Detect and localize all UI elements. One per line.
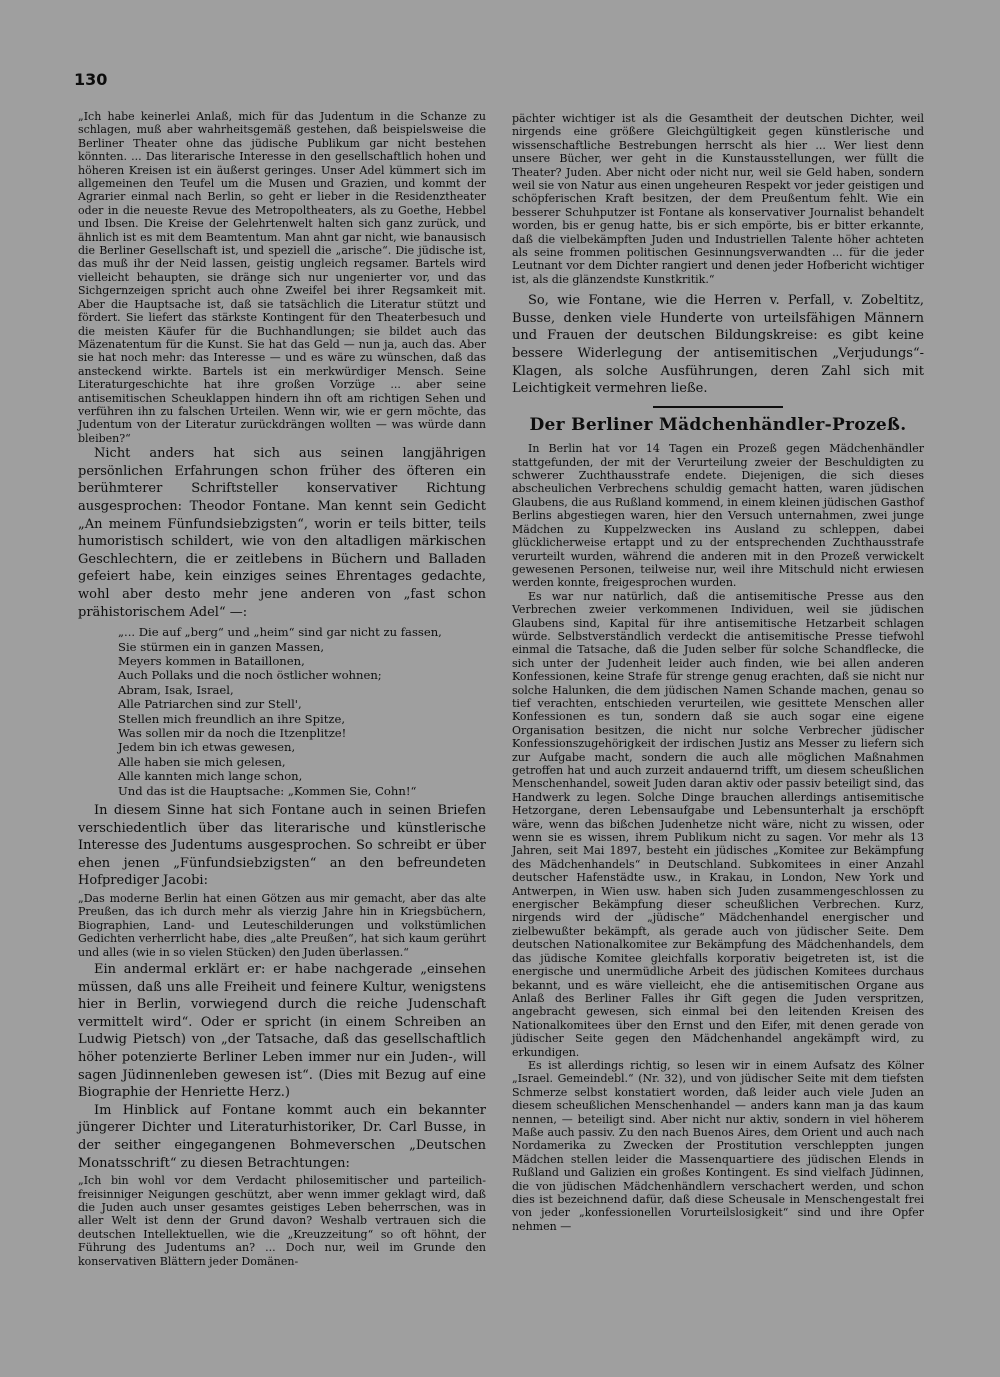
body-paragraph: So, wie Fontane, wie die Herren v. Perfall, v. Zobeltitz, Busse, denken viele Hunderte von urteilsfähigen Männern und Frauen der deutschen Bildungskreise: es gibt keine bessere Widerlegung der antisemitischen „Verjudungs“-Klagen, als solche Ausführungen, deren Zahl sich mit Leichtigkeit vermehren ließe. (512, 293, 924, 397)
body-paragraph: Im Hinblick auf Fontane kommt auch ein bekannter jüngerer Dichter und Literaturhistoriker, Dr. Carl Busse, in der seither eingegangenen Bohmeverschen „Deutschen Monatsschrift“ zu diesen Betrachtungen: (78, 1102, 486, 1171)
quote-paragraph: „Ich habe keinerlei Anlaß, mich für das Judentum in die Schanze zu schlagen, muß aber wahrheitsgemäß gestehen, daß beispielsweise die Berliner Theater ohne das jüdische Publikum gar nicht bestehen könnten. ... Das literarische Interesse in den gesellschaftlich hohen und höheren Kreisen ist ein äußerst geringes. Unser Adel kümmert sich im allgemeinen den Teufel um die Musen und Grazien, und kommt der Agrarier einmal nach Berlin, so geht er lieber in die Residenztheater oder in die neueste Revue des Metropoltheaters, als zu Goethe, Hebbel und Ibsen. Die Kreise der Gelehrtenwelt halten sich ganz zurück, und ähnlich ist es mit dem Beamtentum. Man ahnt gar nicht, wie banausisch die Berliner Gesellschaft ist, und speziell die „arische“. Die jüdische ist, das muß ihr der Neid lassen, geistig ungleich regsamer. Bartels wird vielleicht behaupten, sie dränge sich nur ungenierter vor, und das Sichgernzeigen spricht auch ohne Zweifel bei ihrer Regsamkeit mit. Aber die Hauptsache ist, daß sie tatsächlich die Literatur stützt und fördert. Sie liefert das stärkste Kontingent für den Theaterbesuch und die meisten Käufer für die Buchhandlungen; sie bildet auch das Mäzenatentum für die Kunst. Sie hat das Geld — nun ja, auch das. Aber sie hat noch mehr: das Interesse — und es wäre zu wünschen, daß das ansteckend wirkte. Bartels ist ein merkwürdiger Mensch. Seine Literaturgeschichte hat ihre großen Vorzüge ... aber seine antisemitischen Scheuklappen hindern ihn oft am richtigen Sehen und verführen ihn zu falschen Urteilen. Wenn wir, wie er gern möchte, das Judentum von der Literatur zurückdrängen wollten — was würde dann bleiben?“ (78, 110, 486, 445)
poem-line: Abram, Isak, Israel, (118, 682, 234, 697)
body-paragraph: In diesem Sinne hat sich Fontane auch in seinen Briefen verschiedentlich über das literarische und künstlerische Interesse des Judentums ausgesprochen. So schreibt er über ehen jenen „Fünfundsiebzigsten“ an den befreundeten Hofprediger Jacobi: (78, 802, 486, 889)
poem-line: Meyers kommen in Bataillonen, (118, 653, 305, 668)
article-paragraph: In Berlin hat vor 14 Tagen ein Prozeß gegen Mädchenhändler stattgefunden, der mit der Verurteilung zweier der Beschuldigten zu schwerer Zuchthausstrafe endete. Diejenigen, die sich dieses abscheulichen Verbrechens schuldig gemacht hatten, waren jüdischen Glaubens, die aus Rußland kommend, in einem kleinen jüdischen Gasthof Berlins abgestiegen waren, hier den Versuch unternahmen, zwei junge Mädchen zu Kuppelzwecken ins Ausland zu schleppen, dabei glücklicherweise ertappt und zu der entsprechenden Zuchthausstrafe verurteilt wurden, während die anderen mit in den Prozeß verwickelt gewesenen Personen, teilweise nur, weil ihre Mitschuld nicht erwiesen werden konnte, freigesprochen wurden. (512, 442, 924, 590)
poem-line: Und das ist die Hauptsache: „Kommen Sie, Cohn!“ (118, 783, 417, 798)
quote-block: „Das moderne Berlin hat einen Götzen aus mir gemacht, aber das alte Preußen, das ich durch mehr als vierzig Jahre hin in Kriegsbüchern, Biographien, Land- und Leuteschilderungen und volkstümlichen Gedichten verherrlicht habe, dies „alte Preußen“, hat sich kaum gerührt und alles (wie in so vielen Stücken) den Juden überlassen.“ (78, 891, 486, 959)
poem-line: Sie stürmen ein in ganzen Massen, (118, 639, 325, 654)
poem-line: Stellen mich freundlich an ihre Spitze, (118, 711, 346, 726)
poem-line: Auch Pollaks und die noch östlicher wohnen; (118, 668, 382, 683)
article-paragraph: Es war nur natürlich, daß die antisemitische Presse aus den Verbrechen zweier verkommenen Individuen, weil sie jüdischen Glaubens sind, Kapital für ihre antisemitische Hetzarbeit schlagen würde. Selbstverständlich verdeckt die antisemitische Presse tiefwohl einmal die Tatsache, daß die Juden selber für solche Schandflecke, die sich unter der Judenheit leider auch finden, wie bei allen anderen Konfessionen, keine Strafe für strenge genug erachten, daß sie nicht nur solche Halunken, die dem jüdischen Namen Schande machen, genau so tief verachten, entschieden verurteilen, wie gesittete Menschen aller Konfessionen es tun, sondern daß sie auch sogar eine eigene Organisation besitzen, die nicht nur solche Verbrecher jüdischer Konfessionszugehörigkeit der irdischen Justiz ans Messer zu liefern sich zur Aufgabe macht, sondern die auch alle möglichen Maßnahmen getroffen hat und auch zurzeit andauernd trifft, um diesem scheußlichen Menschenhandel, soweit Juden daran aktiv oder passiv beteiligt sind, das Handwerk zu legen. Solche Dinge brauchen allerdings antisemitische Hetzorgane, deren Lebensaufgabe und Lebensunterhalt ja erschöpft wäre, wenn das bißchen Judenhetze nicht wäre, nicht zu wissen, oder wenn sie es wissen, ihrem Publikum nicht zu sagen. Vor mehr als 13 Jahren, seit Mai 1897, besteht ein jüdisches „Komitee zur Bekämpfung des Mädchenhandels“ in Deutschland. Subkomitees in einer Anzahl deutscher Hafenstädte usw., in Krakau, in London, New York und Antwerpen, in Wien usw. haben sich Juden zusammengeschlossen zu energischer Bekämpfung dieser scheußlichen Verbrechen. Kurz, nirgends wird der „jüdische“ Mädchenhandel energischer und zielbewußter bekämpft, als gerade auch von jüdischer Seite. Dem deutschen Nationalkomitee zur Bekämpfung des Mädchenhandels, dem das jüdische Komitee gleichfalls korporativ beigetreten ist, ist die energische und unermüdliche Arbeit des jüdischen Komitees durchaus bekannt, und es wäre vielleicht, ehe die antisemitischen Organe aus Anlaß des Berliner Falles ihr Gift gegen die Juden verspritzen, angebracht gewesen, sich einmal bei den leitenden Kreisen des Nationalkomitees über den Ernst und den Eifer, mit denen gerade von jüdischer Seite gegen den Mädchenhandel angekämpft wird, zu erkundigen. (512, 589, 924, 1059)
quote-continuation: pächter wichtiger ist als die Gesamtheit der deutschen Dichter, weil nirgends eine größere Gleichgültigkeit gegen künstlerische und wissenschaftliche Bestrebungen herrscht als hier ... Wer liest denn unsere Bücher, wer geht in die Kunstausstellungen, wer füllt die Theater? Juden. Aber nicht oder nicht nur, weil sie Geld haben, sondern weil sie von Natur aus einen ungeheuren Respekt vor jeder geistigen und schöpferischen Kraft besitzen, der dem Preußentum fehlt. Wie ein besserer Schuhputzer ist Fontane als konservativer Journalist behandelt worden, bis er genug hatte, bis er sich empörte, bis er bitter erkannte, daß die vielbekämpften Juden und Industriellen Talente höher achteten als seine frommen politischen Gesinnungsverwandten ... für die jeder Leutnant vor dem Dichter rangiert und denen jeder Hofbericht wichtiger ist, als die glänzendste Kunstkritik.“ (512, 112, 924, 286)
poem-line: Jedem bin ich etwas gewesen, (118, 740, 296, 755)
section-divider (653, 406, 783, 408)
poem-line: Alle haben sie mich gelesen, (118, 754, 286, 769)
poem-line: Alle kannten mich lange schon, (118, 769, 303, 784)
body-paragraph: Ein andermal erklärt er: er habe nachgerade „einsehen müssen, daß uns alle Freiheit und feinere Kultur, wenigstens hier in Berlin, vorwiegend durch die reiche Judenschaft vermittelt wird“. Oder er spricht (in einem Schreiben an Ludwig Pietsch) von „der Tatsache, daß das gesellschaftlich höher potenzierte Berliner Leben immer nur ein Juden-, will sagen Jüdinnenleben gewesen ist“. (Dies mit Bezug auf eine Biographie der Henriette Herz.) (78, 961, 486, 1101)
page-number: 130 (74, 70, 108, 89)
poem-line: Alle Patriarchen sind zur Stell', (118, 697, 302, 712)
left-column (78, 110, 486, 1270)
poem-line: Was sollen mir da noch die Itzenplitze! (118, 725, 347, 740)
body-paragraph: Nicht anders hat sich aus seinen langjährigen persönlichen Erfahrungen schon früher des öfteren ein berühmterer Schriftsteller konservativer Richtung ausgesprochen: Theodor Fontane. Man kennt sein Gedicht „An meinem Fünfundsiebzigsten“, worin er teils bitter, teils humoristisch schildert, wie von den altadligen märkischen Geschlechtern, die er zeitlebens in Büchern und Balladen gefeiert habe, kein einziges seines Ehrentages gedachte, wohl aber desto mehr jene anderen von „fast schon prähistorischem Adel“ —: (78, 446, 486, 620)
article-headline: Der Berliner Mädchenhändler-Prozeß. (529, 414, 907, 435)
poem (118, 625, 486, 798)
quote-block: „Ich bin wohl vor dem Verdacht philosemitischer und parteilich-freisinniger Neigungen geschützt, aber wenn immer geklagt wird, daß die Juden auch unser gesamtes geistiges Leben beherrschen, was in aller Welt ist denn der Grund davon? Weshalb vertrauen sich die deutschen Intellektuellen, wie die „Kreuzzeitung“ so oft höhnt, der Führung des Judentums an? ... Doch nur, weil im Grunde den konservativen Blättern jeder Domänen- (78, 1174, 486, 1268)
right-column (512, 112, 924, 1233)
poem-line: „... Die auf „berg“ und „heim“ sind gar nicht zu fassen, (118, 625, 442, 640)
article-paragraph: Es ist allerdings richtig, so lesen wir in einem Aufsatz des Kölner „Israel. Gemeindebl.“ (Nr. 32), und von jüdischer Seite mit dem tiefsten Schmerze selbst konstatiert worden, daß leider auch viele Juden an diesem scheußlichen Menschenhandel — anders kann man ja das kaum nennen, — beteiligt sind. Aber nicht nur aktiv, sondern in viel höherem Maße auch passiv. Zu den nach Buenos Aires, dem Orient und auch nach Nordamerika zu Zwecken der Prostitution verschleppten jungen Mädchen stellen leider die Massenquartiere des jüdischen Elends in Rußland und Galizien ein großes Kontingent. Es sind vielfach Jüdinnen, die von jüdischen Mädchenhändlern verschachert werden, und schon dies ist bezeichnend dafür, daß diese Scheusale in Menschengestalt frei von jeder „konfessionellen Vorurteilslosigkeit“ sind und ihre Opfer nehmen — (512, 1058, 924, 1233)
